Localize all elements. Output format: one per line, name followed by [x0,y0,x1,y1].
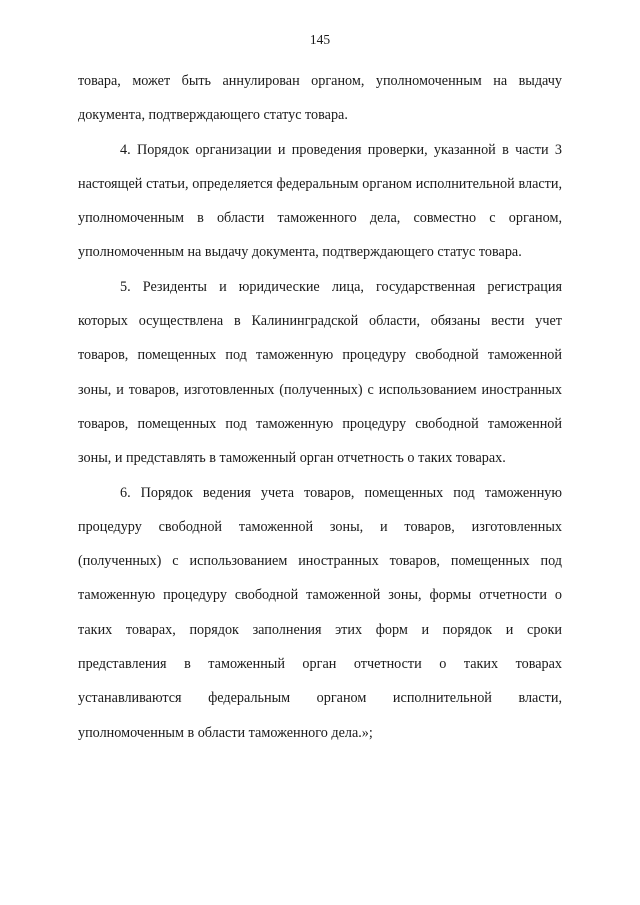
page-number: 145 [309,32,331,47]
paragraph-item-5: 5. Резиденты и юридические лица, государственная регистрация которых осуществлена в Калининградской области, обязаны вести учет товаров, помещенных под таможенную процедуру свободной таможенной зоны, и товаров, изготовленных (полученных) с использованием иностранных товаров, помещенных под таможенную процедуру свободной таможенной зоны, и представлять в таможенный орган отчетность о таких товарах. [78,278,562,467]
paragraph-continuation: товара, может быть аннулирован органом, уполномоченным на выдачу документа, подтверждающего статус товара. [78,73,562,124]
paragraph-item-6: 6. Порядок ведения учета товаров, помещенных под таможенную процедуру свободной таможенной зоны, и товаров, изготовленных (полученных) с использованием иностранных товаров, помещенных под таможенную процедуру свободной таможенной зоны, формы отчетности о таких товарах, порядок заполнения этих форм и порядок и сроки представления в таможенный орган отчетности о таких товарах устанавливаются федеральным органом исполнительной власти, уполномоченным в области таможенного дела.»; [78,484,562,741]
paragraph-item-4: 4. Порядок организации и проведения проверки, указанной в части 3 настоящей статьи, определяется федеральным органом исполнительной власти, уполномоченным в области таможенного дела, совместно с органом, уполномоченным на выдачу документа, подтверждающего статус товара. [78,141,562,261]
document-body [78,64,562,750]
